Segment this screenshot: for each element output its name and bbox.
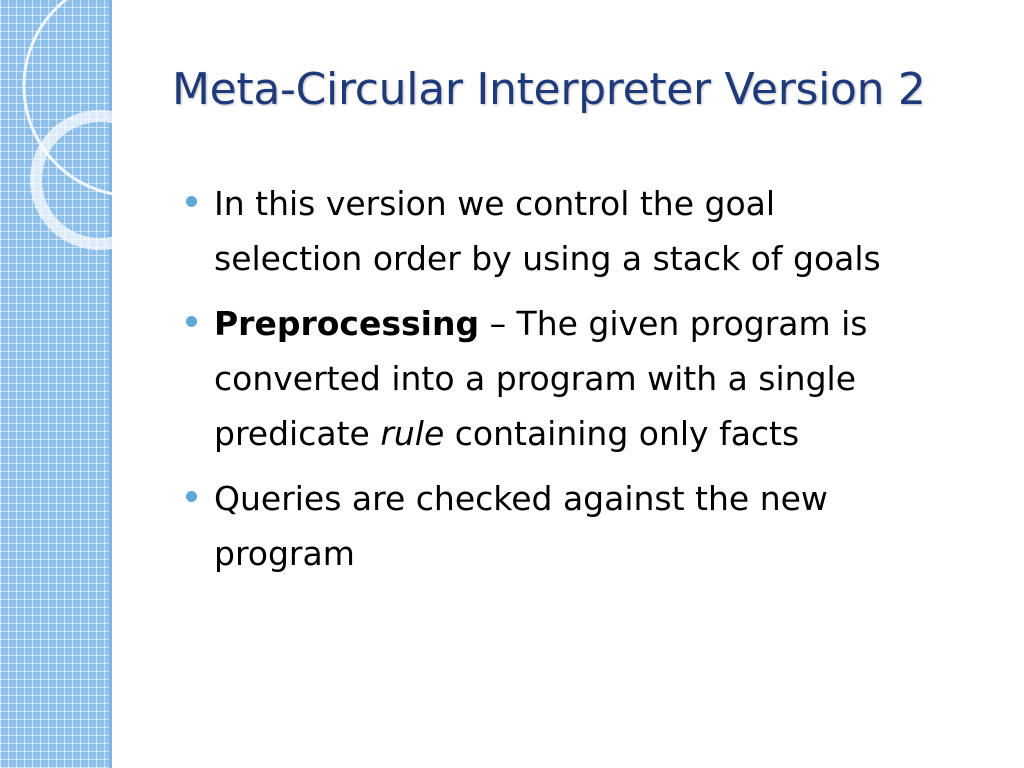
bullet-text-line: selection order by using a stack of goals xyxy=(214,239,881,278)
bullet-item-goal-selection xyxy=(186,176,976,286)
bullet-text-line: converted into a program with a single xyxy=(214,359,857,398)
small-circle-ring xyxy=(36,116,164,244)
bullet-item-preprocessing xyxy=(186,296,976,461)
circle-bullet-icon xyxy=(186,196,197,207)
bullet-bold-term: Preprocessing xyxy=(214,304,480,343)
bullet-text-line: – The given program is xyxy=(479,304,868,343)
bullet-italic-term: rule xyxy=(380,414,445,453)
bullet-text-line: Queries are checked against the new xyxy=(214,479,828,518)
bullet-text-line: In this version we control the goal xyxy=(214,184,776,223)
bullet-text-segment: predicate xyxy=(214,414,381,453)
bullet-text-line: program xyxy=(214,534,355,573)
slide-title: Meta-Circular Interpreter Version 2 xyxy=(172,64,926,115)
bullet-item-queries xyxy=(186,471,976,581)
circle-bullet-icon xyxy=(186,491,197,502)
bullet-text-segment: containing only facts xyxy=(444,414,800,453)
circle-bullet-icon xyxy=(186,316,197,327)
bullet-list xyxy=(186,176,976,591)
